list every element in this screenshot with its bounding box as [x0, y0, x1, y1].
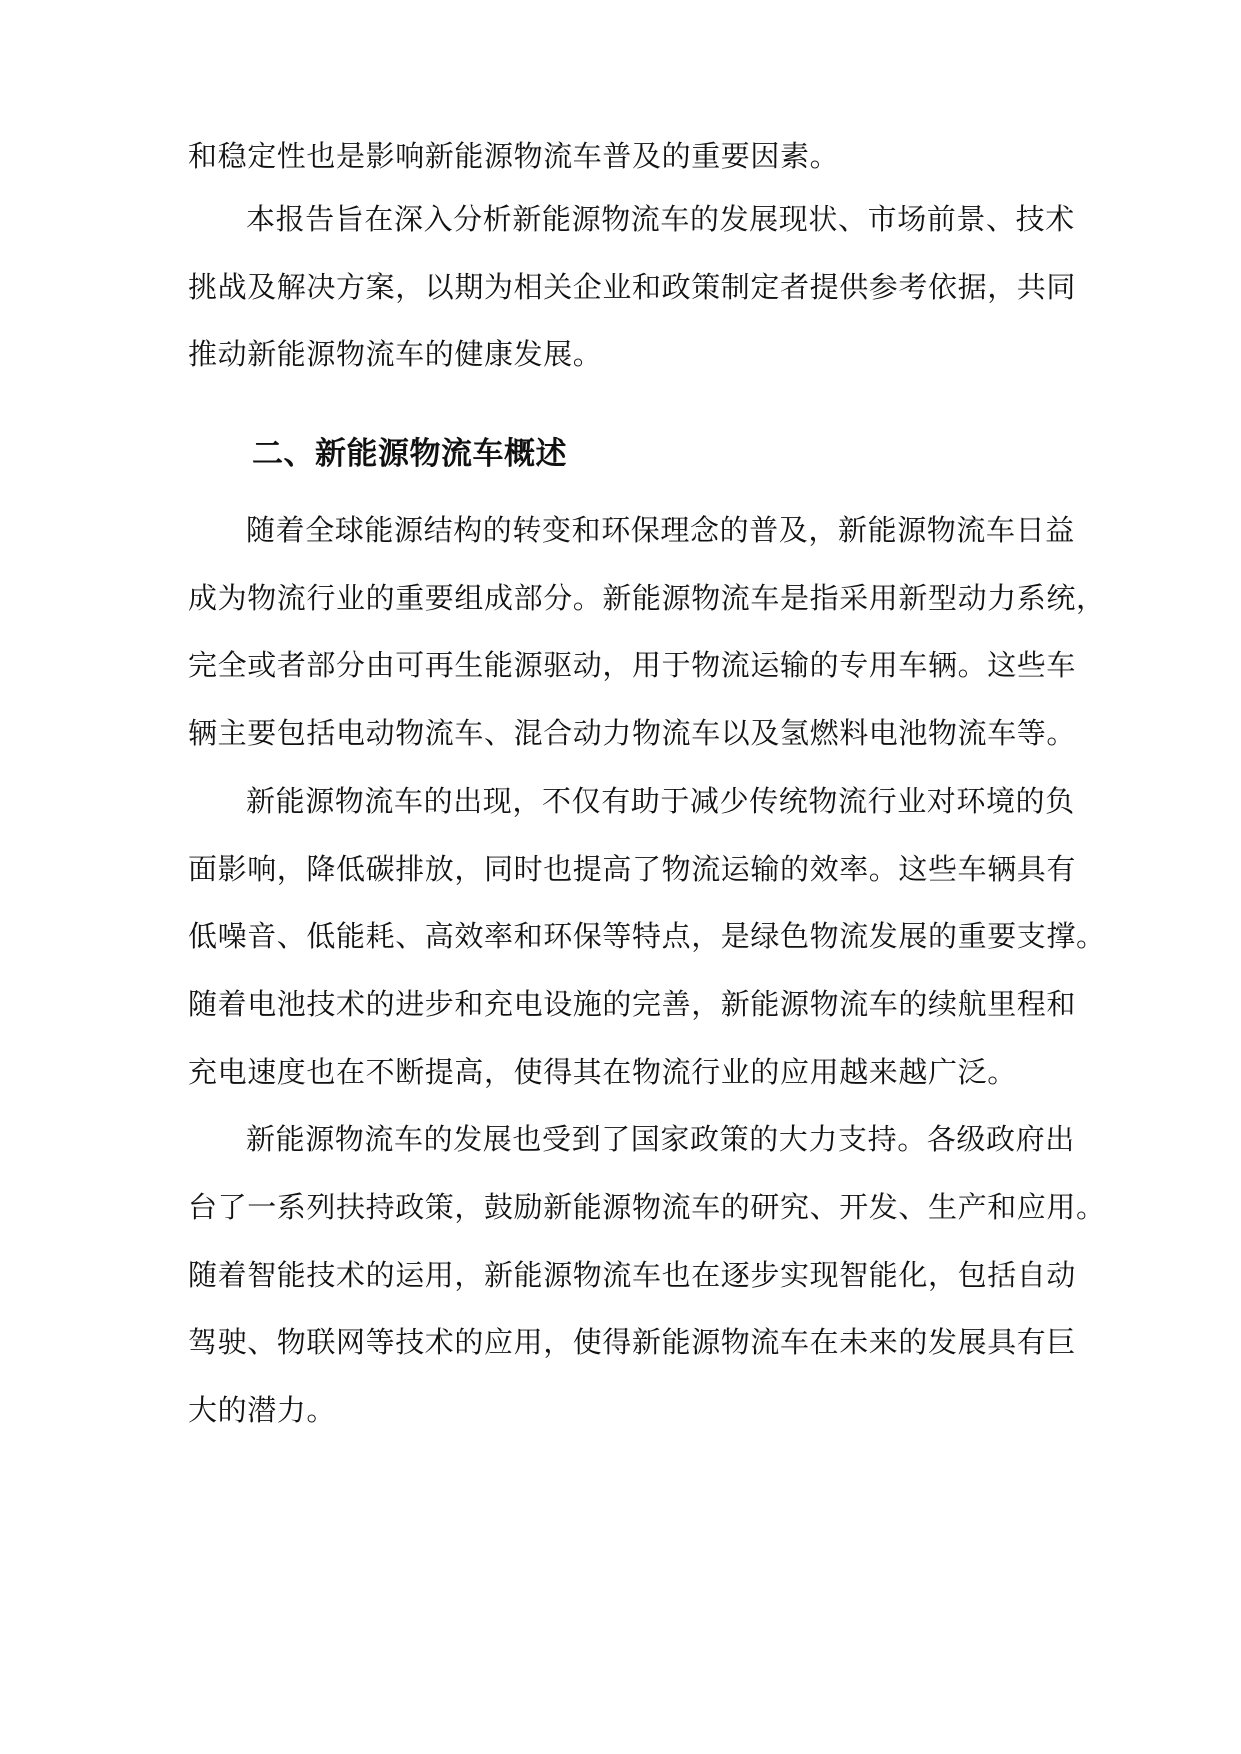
overview-paragraph-line: 辆主要包括电动物流车、混合动力物流车以及氢燃料电池物流车等。	[188, 716, 1077, 750]
intro-paragraph-line: 本报告旨在深入分析新能源物流车的发展现状、市场前景、技术	[246, 202, 1075, 236]
impact-paragraph-line: 随着电池技术的进步和充电设施的完善，新能源物流车的续航里程和	[188, 987, 1077, 1021]
policy-paragraph-line: 驾驶、物联网等技术的应用，使得新能源物流车在未来的发展具有巨	[188, 1325, 1077, 1359]
policy-paragraph-line: 新能源物流车的发展也受到了国家政策的大力支持。各级政府出	[246, 1122, 1075, 1156]
impact-paragraph-line: 低噪音、低能耗、高效率和环保等特点，是绿色物流发展的重要支撑。	[188, 919, 1106, 953]
policy-paragraph-line: 随着智能技术的运用，新能源物流车也在逐步实现智能化，包括自动	[188, 1258, 1077, 1292]
section-heading: 二、新能源物流车概述	[252, 436, 567, 472]
intro-paragraph-line: 挑战及解决方案，以期为相关企业和政策制定者提供参考依据，共同	[188, 270, 1077, 304]
policy-paragraph-line: 台了一系列扶持政策，鼓励新能源物流车的研究、开发、生产和应用。	[188, 1190, 1106, 1224]
overview-paragraph-line: 随着全球能源结构的转变和环保理念的普及，新能源物流车日益	[246, 513, 1075, 547]
overview-paragraph-line: 成为物流行业的重要组成部分。新能源物流车是指采用新型动力系统，	[188, 581, 1106, 615]
paragraph-continuation-line: 和稳定性也是影响新能源物流车普及的重要因素。	[188, 139, 840, 173]
impact-paragraph-line: 面影响，降低碳排放，同时也提高了物流运输的效率。这些车辆具有	[188, 852, 1077, 886]
intro-paragraph-line: 推动新能源物流车的健康发展。	[188, 337, 603, 371]
overview-paragraph-line: 完全或者部分由可再生能源驱动，用于物流运输的专用车辆。这些车	[188, 648, 1077, 682]
policy-paragraph-line: 大的潜力。	[188, 1393, 337, 1427]
impact-paragraph-line: 新能源物流车的出现，不仅有助于减少传统物流行业对环境的负	[246, 784, 1075, 818]
impact-paragraph-line: 充电速度也在不断提高，使得其在物流行业的应用越来越广泛。	[188, 1055, 1017, 1089]
